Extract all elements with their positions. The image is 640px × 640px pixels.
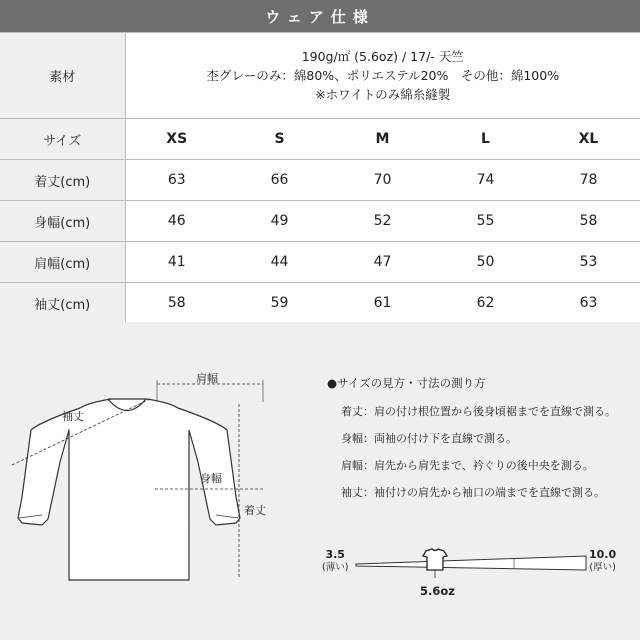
material-line: 190g/㎡ (5.6oz) / 17/- 天竺: [301, 49, 464, 64]
table-cell: 55: [434, 201, 537, 242]
size-m: M: [331, 119, 434, 160]
howto-item: 袖丈：袖付けの肩先から袖口の端までを直線で測る。: [341, 486, 605, 499]
measurement-section: [0, 322, 640, 640]
size-header-label: サイズ: [0, 119, 125, 160]
table-cell: 49: [228, 201, 331, 242]
thickness-min: [322, 548, 348, 574]
thickness-min-value: 3.5: [325, 548, 345, 561]
shirt-outline: [18, 399, 240, 580]
howto-title: ●サイズの見方・寸法の測り方: [327, 376, 486, 390]
size-header-row: [0, 119, 640, 160]
table-cell: 59: [228, 283, 331, 324]
thickness-max-label: (厚い): [589, 562, 616, 573]
table-cell: 74: [434, 160, 537, 201]
table-cell: 44: [228, 242, 331, 283]
spec-table: [0, 32, 640, 324]
shoulder-label: 肩幅: [196, 372, 218, 385]
spec-title: ウェア仕様: [265, 7, 375, 26]
thickness-min-label: (薄い): [322, 562, 349, 573]
material-line: 杢グレーのみ：綿80%、ポリエステル20% その他：綿100%: [206, 68, 560, 83]
table-cell: 61: [331, 283, 434, 324]
table-row: [0, 201, 640, 242]
table-cell: 58: [537, 201, 640, 242]
size-xs: XS: [125, 119, 228, 160]
table-row: [0, 160, 640, 201]
size-l: L: [434, 119, 537, 160]
shirt-diagram: [0, 322, 320, 640]
size-s: S: [228, 119, 331, 160]
table-cell: 63: [125, 160, 228, 201]
table-cell: 46: [125, 201, 228, 242]
howto-block: [327, 375, 616, 511]
sleeve-label: 袖丈: [62, 410, 84, 423]
table-cell: 78: [537, 160, 640, 201]
thickness-wedge: [356, 556, 586, 570]
row-label: 袖丈(cm): [0, 283, 125, 324]
table-cell: 47: [331, 242, 434, 283]
size-xl: XL: [537, 119, 640, 160]
table-cell: 63: [537, 283, 640, 324]
table-cell: 41: [125, 242, 228, 283]
table-cell: 58: [125, 283, 228, 324]
table-cell: 66: [228, 160, 331, 201]
howto-item: 肩幅：肩先から肩先まで、衿ぐりの後中央を測る。: [341, 459, 594, 472]
length-label: 着丈: [244, 504, 266, 517]
tshirt-marker-icon: [423, 549, 447, 570]
row-label: 着丈(cm): [0, 160, 125, 201]
width-label: 身幅: [200, 472, 222, 485]
material-text: [125, 33, 640, 119]
table-cell: 70: [331, 160, 434, 201]
thickness-marker: 5.6oz: [420, 584, 455, 598]
table-cell: 62: [434, 283, 537, 324]
howto-item: 着丈：肩の付け根位置から後身頃裾までを直線で測る。: [341, 405, 616, 418]
material-line: ※ホワイトのみ綿糸縫製: [315, 87, 451, 102]
row-label: 身幅(cm): [0, 201, 125, 242]
table-row: [0, 242, 640, 283]
table-cell: 50: [434, 242, 537, 283]
row-label: 肩幅(cm): [0, 242, 125, 283]
table-cell: 52: [331, 201, 434, 242]
spec-header: [0, 0, 640, 32]
thickness-scale: [354, 548, 594, 588]
material-row: [0, 33, 640, 119]
thickness-max-value: 10.0: [589, 548, 617, 561]
table-cell: 53: [537, 242, 640, 283]
material-label: 素材: [0, 33, 125, 119]
table-row: [0, 283, 640, 324]
howto-item: 身幅：両袖の付け下を直線で測る。: [341, 432, 517, 445]
